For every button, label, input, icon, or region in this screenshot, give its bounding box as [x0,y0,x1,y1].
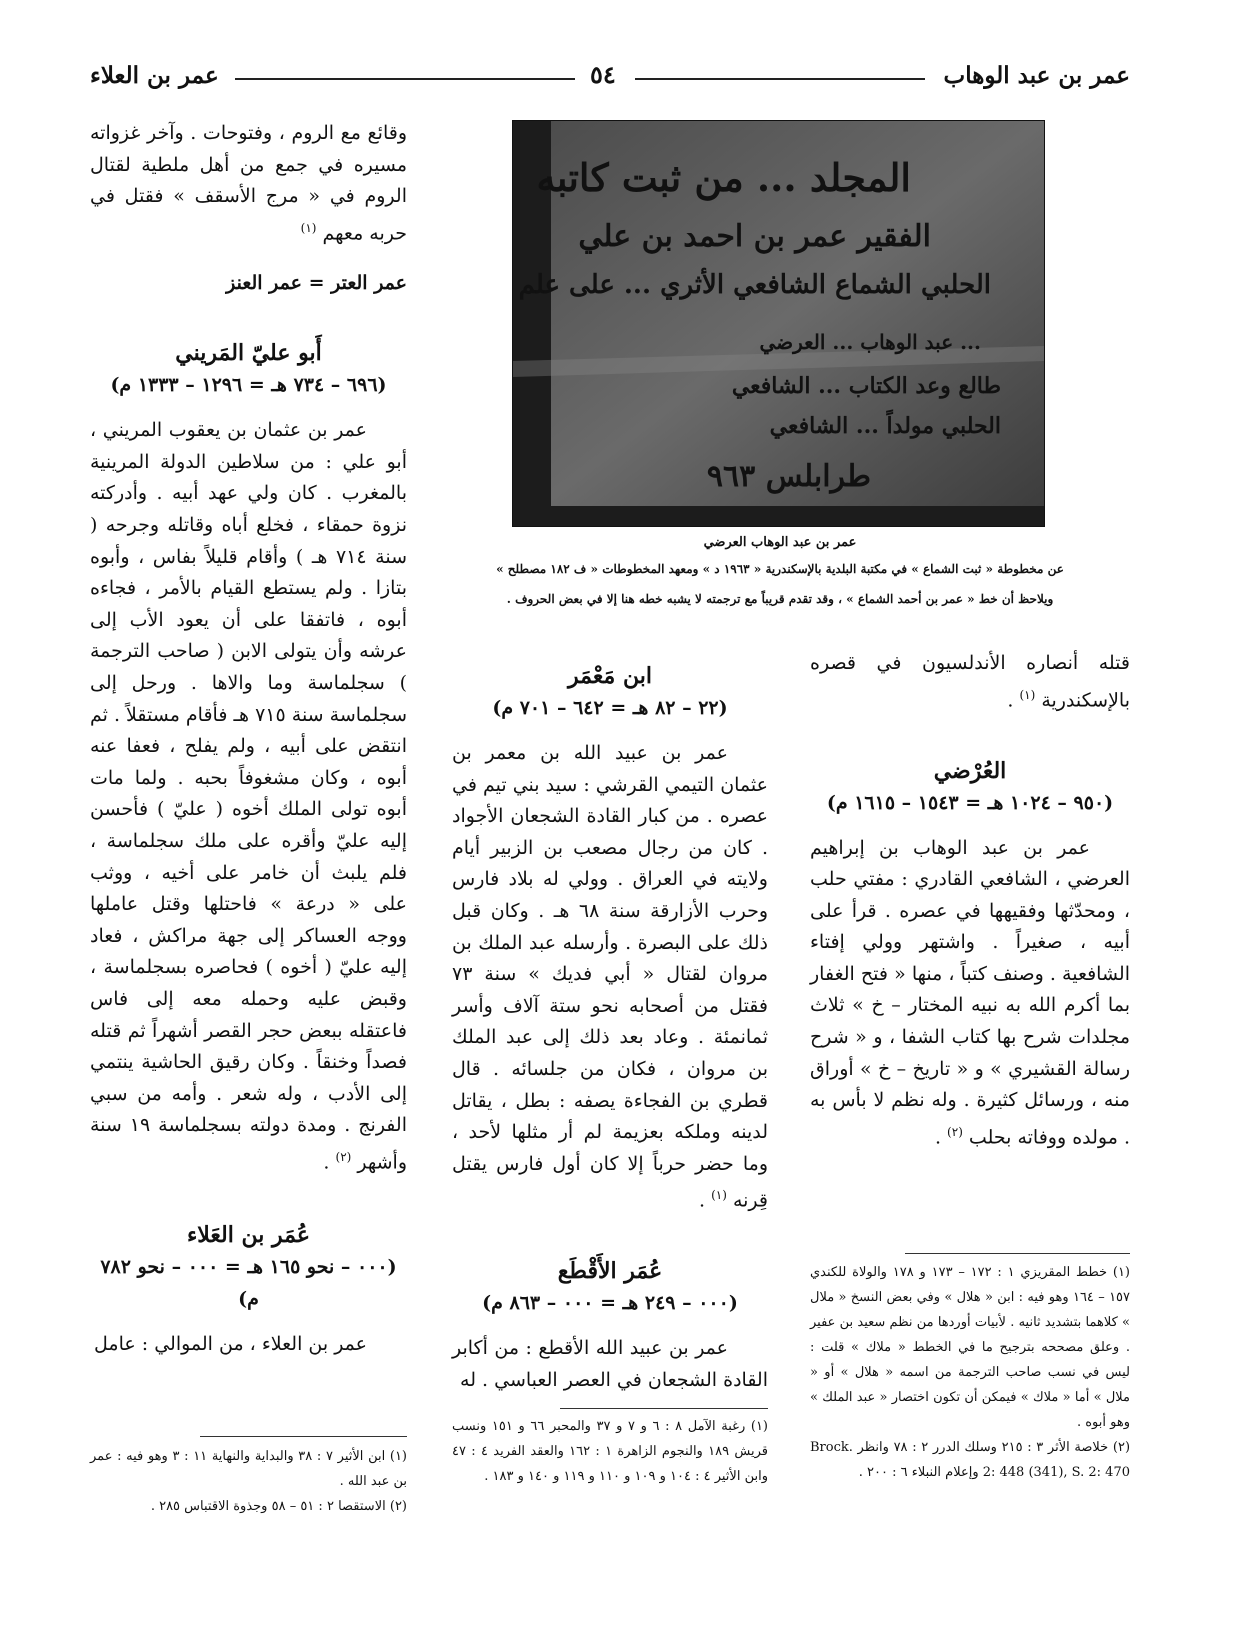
manuscript-line-6: الحلبي مولداً ... الشافعي [769,413,1001,439]
entry-dates-umar-ibn-alaa: (٠٠٠ – نحو ١٦٥ هـ = ٠٠٠ – نحو ٧٨٢ م) [100,1255,397,1310]
running-head-right: عمر بن عبد الوهاب [943,62,1130,89]
entry-dates-urdi: (٩٥٠ – ١٠٢٤ هـ = ١٥٤٣ – ١٦١٥ م) [826,791,1114,814]
footnote-rule-left [200,1436,407,1437]
footnote-right-1: (١) خطط المقريزي ١ : ١٧٢ – ١٧٣ و ١٧٨ والولاة للكندي ١٥٧ – ١٦٤ وهو فيه : ابن « هلال » وفي بعض النسخ « ملال » كلاهما بتشديد ثانيه . لأبيات أوردها من نظم سعيد بن عفير . وعلق مصححه بترجيح ما في الخطط « ملاك » قلت : ليس في نسب صاحب الترجمة من اسمه « هلال » أو « ملال » أما « ملاك » فيمكن أن تكون اختصار « عبد الملك » وهو أبوه . [810,1265,1131,1430]
footnote-middle-1: (١) رغبة الآمل ٨ : ٦ و ٧ و ٣٧ والمحبر ٦٦ و ١٥١ ونسب قريش ١٨٩ والنجوم الزاهرة ١ : ١٦٢ والعقد الفريد ٤ : ٤٧ وابن الأثير ٤ : ١٠٤ و ١٠٩ و ١١٠ و ١١٩ و ١٤٠ و ١٨٣ . [452,1419,768,1484]
footnotes-right [810,1260,1130,1485]
crossref-entry: عمر العتر = عمر العنز [226,271,407,294]
header-rule-left [235,78,575,80]
page-header [90,62,1130,92]
manuscript-line-4: ... عبد الوهاب ... العرضي [759,330,981,354]
entry-body-marini: عمر بن عثمان بن يعقوب المريني ، أبو علي : من سلاطين الدولة المرينية بالمغرب . كان ولي عهد أبيه . وأدركته نزوة حمقاء ، فخلع أباه وقاتله وجرحه ( سنة ٧١٤ هـ ) وأقام قليلاً بفاس ، وأبوه بتازا . ولم يستطع القيام بالأمر ، فجاءه أبوه ، فاتفقا على أن يعود الأب إلى عرشه وأن يتولى الابن ( صاحب الترجمة ) سجلماسة وما والاها . ورحل إلى سجلماسة سنة ٧١٥ هـ فأقام مستقلاً . ثم انتقض على أبيه ، ولم يفلح ، فعفا عنه أبوه ، وكان مشغوفاً بحبه . ولما مات أبوه تولى الملك أخوه ( عليّ ) فأحسن إليه عليّ وأقره على ملك سجلماسة ، فلم يلبث أن خامر على أخيه ، ووثب على « درعة » فاحتلها وقتل عاملها ووجه العساكر إلى جهة مراكش ، فعاد إليه عليّ ( أخوه ) فحاصره بسجلماسة ، وقبض عليه وحمله معه إلى فاس فاعتقله ببعض حجر القصر أشهراً ثم قتله فصداً وخنقاً . وكان رقيق الحاشية ينتمي إلى الأدب ، وله شعر . وأمه من سبي الفرنج . ومدة دولته بسجلماسة ١٩ سنة وأشهر $^{(٢)}$ . [90,419,407,1174]
manuscript-image [512,120,1045,527]
manuscript-line-3: الحلبي الشماع الشافعي الأثري ... على علم [518,270,991,300]
entry-body-umar-ibn-alaa: عمر بن العلاء ، من الموالي : عامل [94,1332,367,1355]
page-number: ٥٤ [590,60,616,89]
entry-body-aqta: عمر بن عبيد الله الأقطع : من أكابر القادة الشجعان في العصر العباسي . له [452,1337,768,1391]
column-left [90,118,407,1360]
manuscript-line-2: الفقير عمر بن احمد بن علي [578,219,931,254]
entry-title-ibn-mamar: ابن مَعْمَر [568,663,652,689]
manuscript-photo [512,121,1044,527]
footnote-left-2: (٢) الاستقصا ٢ : ٥١ – ٥٨ وجذوة الاقتباس ٢٨٥ . [150,1499,407,1514]
manuscript-line-1: المجلد ... من ثبت كاتبه [536,155,911,200]
footnote-rule-middle [560,1408,768,1409]
entry-title-urdi: العُرْضي [933,757,1007,784]
column-right-intro: قتله أنصاره الأندلسيون في قصره بالإسكندرية $^{(١)}$ . [810,652,1130,711]
entry-title-umar-ibn-alaa: عُمَر بن العَلاء [186,1221,311,1248]
entry-dates-marini: (٦٩٦ – ٧٣٤ هـ = ١٢٩٦ – ١٣٣٣ م) [110,374,387,397]
header-rule-right [635,78,925,80]
running-head-left: عمر بن العلاء [90,62,219,89]
entry-dates-aqta: (٠٠٠ – ٢٤٩ هـ = ٠٠٠ – ٨٦٣ م) [482,1292,738,1315]
figure-caption-title: عمر بن عبد الوهاب العرضي [703,535,857,550]
figure-caption-source: عن مخطوطة « ثبت الشماع » في مكتبة البلدية بالإسكندرية « ١٩٦٣ د » ومعهد المخطوطات « ف ١٨٢ مصطلح » [496,562,1064,576]
entry-body-urdi: عمر بن عبد الوهاب بن إبراهيم العرضي ، الشافعي القادري : مفتي حلب ، ومحدّثها وفقيهها في عصره . قرأ على أبيه ، صغيراً . واشتهر وولي إفتاء الشافعية . وصنف كتباً ، منها « فتح الغفار بما أكرم الله به نبيه المختار – خ » ثلاث مجلدات شرح بها كتاب الشفا ، و « شرح رسالة القشيري » و « تاريخ – خ » أوراق منه ، ورسائل كثيرة . وله نظم لا بأس به . مولده ووفاته بحلب $^{(٢)}$ . [810,836,1130,1149]
column-middle [452,660,768,1396]
entry-dates-ibn-mamar: (٢٢ – ٨٢ هـ = ٦٤٢ – ٧٠١ م) [492,697,728,719]
footnote-left-1: (١) ابن الأثير ٧ : ٣٨ والبداية والنهاية ١١ : ٣ وهو فيه : عمر بن عبد الله . [90,1449,407,1489]
figure-caption-note: ويلاحظ أن خط « عمر بن أحمد الشماع » ، وقد تقدم قريباً مع ترجمته لا يشبه خطه هنا إلا في بعض الحروف . [506,592,1054,606]
footnotes-left [90,1444,407,1519]
footnote-rule-right [905,1253,1130,1254]
entry-title-marini: أَبو عليّ المَريني [175,340,322,367]
column-left-intro: وقائع مع الروم ، وفتوحات . وآخر غزواته مسيره في جمع من أهل ملطية لقتال الروم في « مرج الأسقف » فقتل في حربه معهم $^{(١)}$ [90,122,407,245]
column-right [810,648,1130,1154]
footnote-right-2: (٢) خلاصة الأثر ٣ : ٢١٥ وسلك الدرر ٢ : ٧٨ وانظر Brock. 2: 448 (341), S. 2: 470 وإعلام النبلاء ٦ : ٢٠٠ . [810,1440,1131,1480]
entry-title-aqta: عُمَر الأَقْطَع [557,1258,663,1285]
manuscript-line-5: طالع وعد الكتاب ... الشافعي [731,373,1001,399]
footnotes-middle [452,1414,768,1489]
manuscript-line-7: طرابلس ٩٦٣ [706,459,871,494]
entry-body-ibn-mamar: عمر بن عبيد الله بن معمر بن عثمان التيمي القرشي : سيد بني تيم في عصره . من كبار القادة الشجعان الأجواد . كان من رجال مصعب بن الزبير أيام ولايته في العراق . وولي له بلاد فارس وحرب الأزارقة سنة ٦٨ هـ . وكان قبل ذلك على البصرة . وأرسله عبد الملك بن مروان لقتال « أبي فديك » سنة ٧٣ فقتل من أصحابه نحو ستة آلاف وأسر ثمانمئة . وعاد بعد ذلك إلى عبد الملك بن مروان ، فكان من جلسائه . قال قطري بن الفجاءة يصفه : بطل ، يقاتل لدينه وملكه بعزيمة لم أر مثلها لأحد ، وما حضر حرباً إلا كان أول فارس يقتل قِرنه $^{(١)}$ . [452,742,768,1212]
